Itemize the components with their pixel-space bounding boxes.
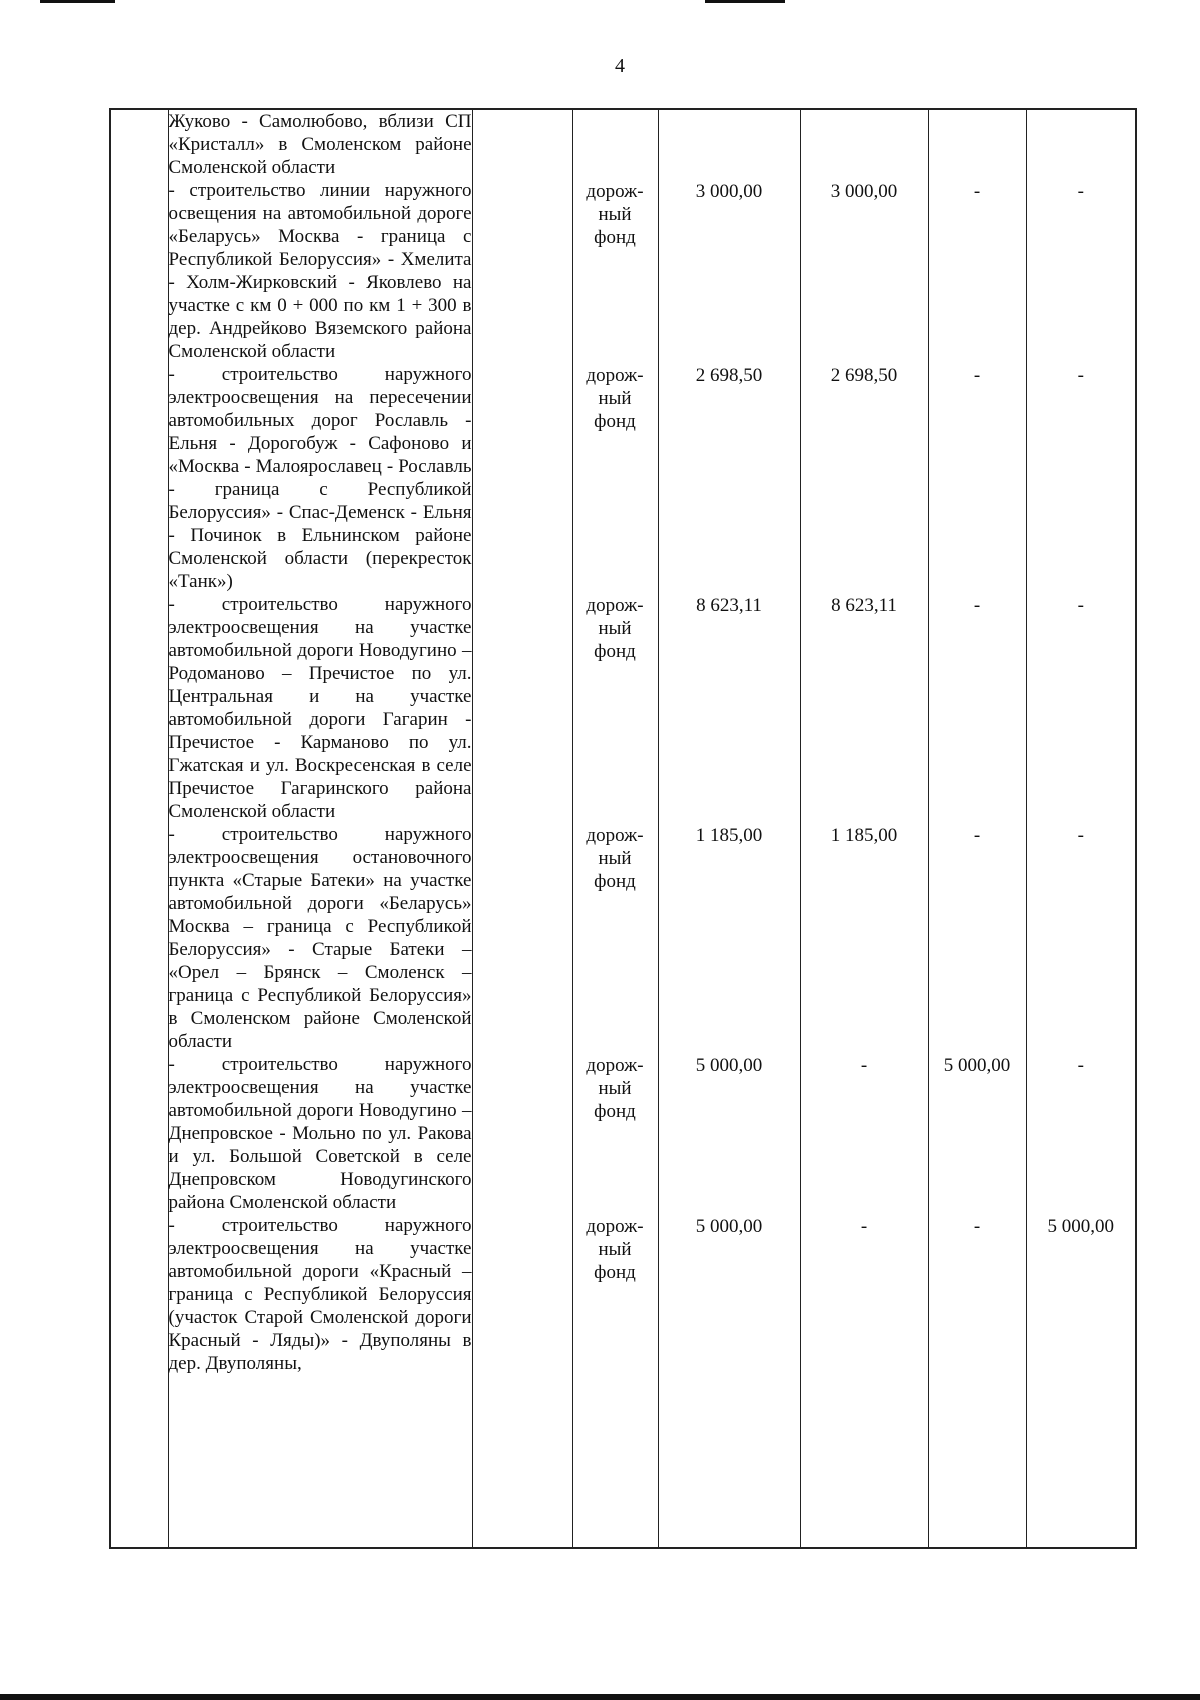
funding-source-line: дорож-	[586, 1055, 644, 1076]
year2-cell	[928, 109, 1026, 1548]
total-amount: 8 623,11	[696, 595, 762, 616]
funding-source-line: фонд	[594, 1262, 636, 1283]
year3-amount: -	[1077, 595, 1084, 616]
year3-amount: -	[1077, 181, 1084, 202]
row-description: - строительство наружного электроосвещения на участке автомобильной дороги «Красный – граница с Республикой Белоруссия (участок Старой Смоленской дороги Красный - Ляды)» - Двуполяны в дер. Двуполяны,	[168, 1215, 472, 1374]
bottom-rule	[0, 1694, 1200, 1700]
funding-source-line: фонд	[594, 641, 636, 662]
funding-source-line: фонд	[594, 411, 636, 432]
year3-amount: 5 000,00	[1047, 1216, 1114, 1237]
funding-source-line: дорож-	[586, 365, 644, 386]
year1-amount: -	[860, 1055, 868, 1076]
top-rule-left	[40, 0, 115, 3]
year2-amount: 5 000,00	[943, 1055, 1011, 1076]
funding-source-line: ный	[598, 1239, 632, 1260]
funding-source-line: дорож-	[586, 1216, 644, 1237]
year3-amount: -	[1077, 825, 1084, 846]
year2-amount: -	[973, 181, 981, 202]
year2-amount: -	[973, 825, 981, 846]
total-amount: 1 185,00	[695, 825, 763, 846]
top-rule-right	[705, 0, 785, 3]
funding-source-line: фонд	[594, 1101, 636, 1122]
funding-source-line: ный	[598, 204, 632, 225]
row-description: - строительство наружного электроосвещения на участке автомобильной дороги Новодугино – Родоманово – Пречистое по ул. Центральная и на участке автомобильной дороги Гагарин - Пречистое - Карманово по ул. Гжатская и ул. Воскресенская в селе Пречистое Гагаринского района Смоленской области	[168, 594, 472, 822]
year1-amount: -	[860, 1216, 868, 1237]
total-amount: 5 000,00	[695, 1055, 763, 1076]
budget-table	[109, 108, 1137, 1549]
empty-cell	[472, 109, 572, 1548]
row-description: Жуково - Самолюбово, вблизи СП «Кристалл» в Смоленском районе Смоленской области	[168, 111, 472, 178]
funding-source-line: ный	[598, 1078, 632, 1099]
source-cell	[572, 109, 658, 1548]
row-description: - строительство наружного электроосвещения на участке автомобильной дороги Новодугино – Днепровское - Мольно по ул. Ракова и ул. Большой Советской в селе Днепровском Новодугинского района Смоленской области	[168, 1054, 472, 1213]
funding-source	[573, 1054, 658, 1123]
year2-amount: -	[973, 595, 981, 616]
year1-amount: 2 698,50	[830, 365, 898, 386]
funding-source-line: ный	[598, 618, 632, 639]
funding-source-line: ный	[598, 388, 632, 409]
funding-source	[573, 824, 658, 893]
funding-source	[573, 364, 658, 433]
year1-amount: 3 000,00	[830, 181, 898, 202]
year1-cell	[800, 109, 928, 1548]
total-cell	[658, 109, 800, 1548]
funding-source	[573, 1215, 658, 1284]
funding-source-line: фонд	[594, 227, 636, 248]
year3-amount: -	[1077, 365, 1084, 386]
year2-amount: -	[973, 365, 981, 386]
description-cell	[168, 109, 472, 1548]
row-description: - строительство наружного электроосвещения остановочного пункта «Старые Батеки» на участке автомобильной дороги «Беларусь» Москва – граница с Республикой Белоруссия» - Старые Батеки – «Орел – Брянск – Смоленск – граница с Республикой Белоруссия» в Смоленском районе Смоленской области	[168, 824, 472, 1052]
total-amount: 3 000,00	[695, 181, 763, 202]
table-row	[110, 109, 1136, 1548]
funding-source	[573, 180, 658, 249]
total-amount: 2 698,50	[695, 365, 763, 386]
funding-source	[573, 594, 658, 663]
page-number: 4	[615, 55, 625, 77]
year1-amount: 1 185,00	[830, 825, 898, 846]
year3-cell	[1026, 109, 1136, 1548]
row-description: - строительство наружного электроосвещения на пересечении автомобильных дорог Рославль - Ельня - Дорогобуж - Сафоново и «Москва - Малоярославец - Рославль - граница с Республикой Белоруссия» - Спас-Деменск - Ельня - Починок в Ельнинском районе Смоленской области (перекресток «Танк»)	[168, 364, 472, 592]
number-cell	[110, 109, 168, 1548]
funding-source-line: дорож-	[586, 825, 644, 846]
year3-amount: -	[1077, 1055, 1084, 1076]
total-amount: 5 000,00	[695, 1216, 763, 1237]
funding-source-line: дорож-	[586, 595, 644, 616]
funding-source-line: ный	[598, 848, 632, 869]
year1-amount: 8 623,11	[831, 595, 897, 616]
funding-source-line: дорож-	[586, 181, 644, 202]
row-description: - строительство линии наружного освещения на автомобильной дороге «Беларусь» Москва - граница с Республикой Белоруссия» - Хмелита - Холм-Жирковский - Яковлево на участке с км 0 + 000 по км 1 + 300 в дер. Андрейково Вяземского района Смоленской области	[168, 180, 472, 362]
year2-amount: -	[973, 1216, 981, 1237]
funding-source-line: фонд	[594, 871, 636, 892]
